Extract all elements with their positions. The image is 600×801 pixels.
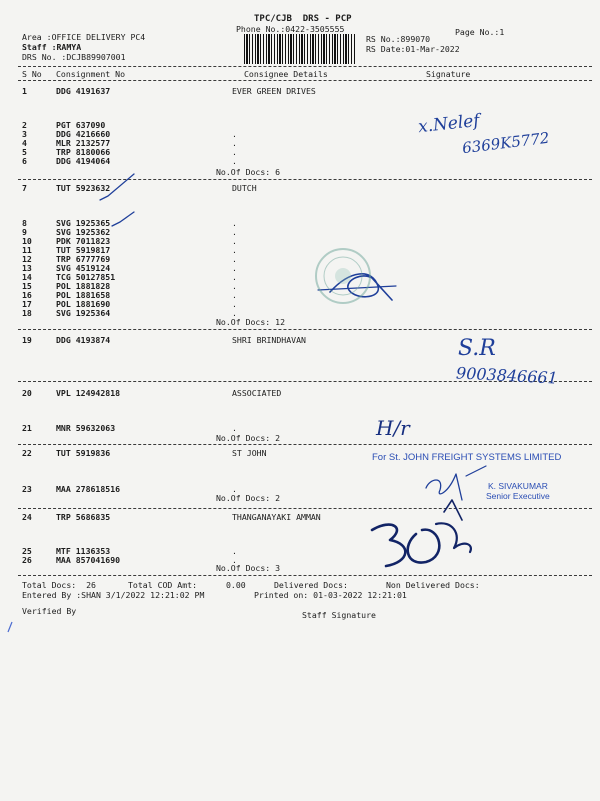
stamp-role: Senior Executive [486,491,550,501]
row-consignment-no: DDG 4216660 [56,129,111,139]
row-consignee: . [232,147,237,157]
row-sno: 3 [22,129,27,139]
stamp-company: For St. JOHN FREIGHT SYSTEMS LIMITED [372,452,562,463]
row-consignee: . [232,263,237,273]
row-consignee: . [232,423,237,433]
row-consignment-no: DDG 4191637 [56,86,111,96]
rs-date: RS Date:01-Mar-2022 [366,44,460,54]
report-title: TPC/CJB DRS - PCP [254,14,352,24]
row-sno: 24 [22,512,32,522]
row-consignment-no: PGT 637090 [56,120,106,130]
row-sno: 16 [22,290,32,300]
row-consignment-no: MTF 1136353 [56,546,111,556]
row-consignment-no: VPL 124942818 [56,388,121,398]
row-sno: 19 [22,335,32,345]
signature-stroke-icon [444,500,462,520]
row-consignee: . [232,281,237,291]
handwritten-name-3: S.R [458,336,496,361]
doc-count: No.Of Docs: 2 [216,433,281,443]
page-number: Page No.:1 [455,27,505,37]
entered-by: Entered By :SHAN 3/1/2022 12:21:02 PM [22,590,205,600]
col-consignee: Consignee Details [244,69,328,79]
row-sno: 8 [22,218,27,228]
row-consignment-no: TUT 5919836 [56,448,111,458]
row-consignee: . [232,290,237,300]
staff-signature: Staff Signature [302,610,376,620]
row-consignee: . [232,484,237,494]
row-sno: 13 [22,263,32,273]
handwritten-phone-3: 9003846661 [455,363,559,388]
row-consignee: . [232,299,237,309]
row-consignment-no: TUT 5919817 [56,245,111,255]
row-sno: 23 [22,484,32,494]
row-consignee: ASSOCIATED [232,388,282,398]
delivered-docs: Delivered Docs: [274,580,348,590]
row-consignment-no: TRP 6777769 [56,254,111,264]
row-consignment-no: SVG 1925362 [56,227,111,237]
verified-by: Verified By [22,606,77,616]
tick-mark-icon [112,212,134,226]
row-sno: 1 [22,86,27,96]
row-consignment-no: POL 1881658 [56,290,111,300]
row-consignee: . [232,254,237,264]
row-sno: 17 [22,299,32,309]
row-sno: 21 [22,423,32,433]
row-consignment-no: MNR 59632063 [56,423,116,433]
printed-on: Printed on: 01-03-2022 12:21:01 [254,590,407,600]
row-sno: 15 [22,281,32,291]
rs-number: RS No.:899070 [366,34,431,44]
total-cod-label: Total COD Amt: [128,580,198,590]
row-consignment-no: TCG 50127851 [56,272,116,282]
row-consignee: SHRI BRINDHAVAN [232,335,306,345]
row-consignee: . [232,245,237,255]
row-sno: 12 [22,254,32,264]
row-sno: 4 [22,138,27,148]
doc-count: No.Of Docs: 2 [216,493,281,503]
row-consignment-no: MLR 2132577 [56,138,111,148]
drs-number: DRS No. :DCJB89907001 [22,52,126,62]
staff-name: Staff :RAMYA [22,42,82,52]
row-consignee: . [232,546,237,556]
row-consignment-no: POL 1881690 [56,299,111,309]
stamp-person: K. SIVAKUMAR [488,481,548,491]
handwritten-phone-1: 6369K5772 [461,128,551,158]
row-consignment-no: DDG 4193874 [56,335,111,345]
signature-stroke-icon [436,523,471,552]
row-sno: 14 [22,272,32,282]
row-consignee: DUTCH [232,183,257,193]
round-seal-icon [316,249,370,303]
signature-stroke-icon [408,530,440,563]
row-consignee: ST JOHN [232,448,267,458]
row-consignee: THANGANAYAKI AMMAN [232,512,321,522]
row-consignee: . [232,272,237,282]
row-consignee: . [232,218,237,228]
row-consignee: . [232,236,237,246]
signature-stroke-icon [372,525,405,566]
signature-stroke-icon [426,474,462,500]
total-docs: Total Docs: 26 [22,580,96,590]
row-consignment-no: MAA 857041690 [56,555,121,565]
row-consignment-no: SVG 4519124 [56,263,111,273]
row-sno: 26 [22,555,32,565]
row-consignment-no: TRP 5686835 [56,512,111,522]
col-signature: Signature [426,69,471,79]
row-sno: 9 [22,227,27,237]
row-sno: 22 [22,448,32,458]
handwritten-name-1: x.Nelef [417,110,481,138]
row-sno: 6 [22,156,27,166]
row-consignment-no: TRP 8180066 [56,147,111,157]
row-consignee: . [232,129,237,139]
row-sno: 5 [22,147,27,157]
row-consignee: . [232,555,237,565]
total-cod-value: 0.00 [226,580,246,590]
row-sno: 2 [22,120,27,130]
row-consignee: EVER GREEN DRIVES [232,86,316,96]
doc-count: No.Of Docs: 12 [216,317,286,327]
row-consignment-no: TUT 5923632 [56,183,111,193]
signature-stroke-icon [466,466,486,476]
row-consignment-no: POL 1881828 [56,281,111,291]
row-consignee: . [232,138,237,148]
row-sno: 20 [22,388,32,398]
row-sno: 10 [22,236,32,246]
col-sno: S No [22,69,42,79]
row-consignment-no: PDK 7011823 [56,236,111,246]
row-consignee: . [232,156,237,166]
col-consignment: Consignment No [56,69,126,79]
area: Area :OFFICE DELIVERY PC4 [22,32,146,42]
non-delivered-docs: Non Delivered Docs: [386,580,480,590]
row-consignee: . [232,227,237,237]
phone-number: Phone No.:0422-3505555 [236,24,345,34]
row-consignment-no: SVG 1925365 [56,218,111,228]
row-sno: 25 [22,546,32,556]
pen-mark-icon [8,622,12,632]
tick-mark-icon [100,174,134,200]
doc-count: No.Of Docs: 3 [216,563,281,573]
row-sno: 11 [22,245,32,255]
row-consignment-no: MAA 278618516 [56,484,121,494]
row-consignment-no: DDG 4194064 [56,156,111,166]
row-consignee: . [232,308,237,318]
row-sno: 7 [22,183,27,193]
row-consignment-no: SVG 1925364 [56,308,111,318]
row-sno: 18 [22,308,32,318]
doc-count: No.Of Docs: 6 [216,167,281,177]
handwritten-mark-4: H/r [376,416,410,440]
